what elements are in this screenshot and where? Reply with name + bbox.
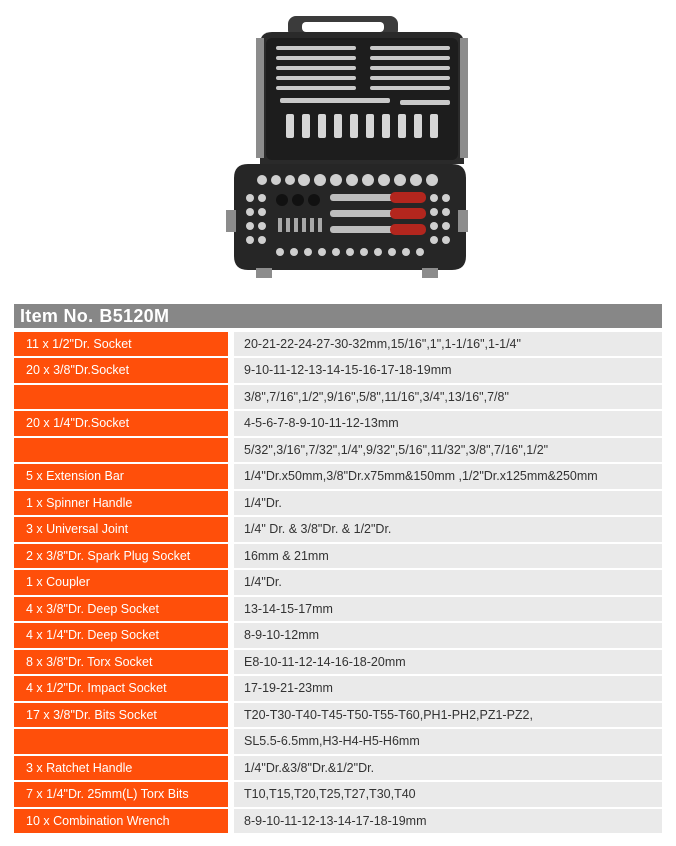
component-name: 8 x 3/8"Dr. Torx Socket [14,650,228,674]
component-spec: SL5.5-6.5mm,H3-H4-H5-H6mm [234,729,662,753]
tool-case-icon [220,14,470,284]
component-spec: 1/4"Dr. [234,570,662,594]
component-name: 4 x 3/8"Dr. Deep Socket [14,597,228,621]
table-row [14,438,662,462]
component-name: 17 x 3/8"Dr. Bits Socket [14,703,228,727]
component-spec: 5/32",3/16",7/32",1/4",9/32",5/16",11/32",3/8",7/16",1/2" [234,438,662,462]
component-name: 10 x Combination Wrench [14,809,228,833]
table-row [14,623,662,647]
component-name [14,729,228,753]
table-row [14,703,662,727]
item-number-label: Item No. [20,306,94,326]
component-spec: 13-14-15-17mm [234,597,662,621]
item-number-value: B5120M [99,306,170,326]
table-row [14,544,662,568]
table-row [14,676,662,700]
component-name: 20 x 1/4"Dr.Socket [14,411,228,435]
item-number-header [14,304,662,328]
component-spec: 8-9-10-11-12-13-14-17-18-19mm [234,809,662,833]
component-name [14,385,228,409]
component-spec: 1/4" Dr. & 3/8"Dr. & 1/2"Dr. [234,517,662,541]
table-row [14,597,662,621]
component-name: 20 x 3/8"Dr.Socket [14,358,228,382]
component-spec: 17-19-21-23mm [234,676,662,700]
table-row [14,729,662,753]
table-row [14,358,662,382]
component-name: 5 x Extension Bar [14,464,228,488]
component-spec: 8-9-10-12mm [234,623,662,647]
component-name: 1 x Spinner Handle [14,491,228,515]
component-spec: 1/4"Dr. [234,491,662,515]
table-row [14,464,662,488]
component-name: 4 x 1/2"Dr. Impact Socket [14,676,228,700]
component-spec: E8-10-11-12-14-16-18-20mm [234,650,662,674]
spec-table [14,304,662,835]
component-name: 11 x 1/2"Dr. Socket [14,332,228,356]
table-row [14,756,662,780]
component-spec: 9-10-11-12-13-14-15-16-17-18-19mm [234,358,662,382]
component-spec: 1/4"Dr.x50mm,3/8"Dr.x75mm&150mm ,1/2"Dr.x125mm&250mm [234,464,662,488]
component-name: 4 x 1/4"Dr. Deep Socket [14,623,228,647]
component-name [14,438,228,462]
component-name: 7 x 1/4"Dr. 25mm(L) Torx Bits [14,782,228,806]
table-row [14,332,662,356]
component-spec: 16mm & 21mm [234,544,662,568]
table-row [14,809,662,833]
table-row [14,650,662,674]
component-name: 3 x Ratchet Handle [14,756,228,780]
component-name: 1 x Coupler [14,570,228,594]
component-spec: T20-T30-T40-T45-T50-T55-T60,PH1-PH2,PZ1-PZ2, [234,703,662,727]
table-row [14,517,662,541]
component-spec: 1/4"Dr.&3/8"Dr.&1/2"Dr. [234,756,662,780]
table-row [14,782,662,806]
spec-rows [14,332,662,833]
component-spec: 3/8",7/16",1/2",9/16",5/8",11/16",3/4",13/16",7/8" [234,385,662,409]
table-row [14,570,662,594]
component-spec: T10,T15,T20,T25,T27,T30,T40 [234,782,662,806]
component-name: 3 x Universal Joint [14,517,228,541]
table-row [14,411,662,435]
table-row [14,491,662,515]
component-spec: 20-21-22-24-27-30-32mm,15/16",1",1-1/16",1-1/4" [234,332,662,356]
component-spec: 4-5-6-7-8-9-10-11-12-13mm [234,411,662,435]
component-name: 2 x 3/8"Dr. Spark Plug Socket [14,544,228,568]
table-row [14,385,662,409]
